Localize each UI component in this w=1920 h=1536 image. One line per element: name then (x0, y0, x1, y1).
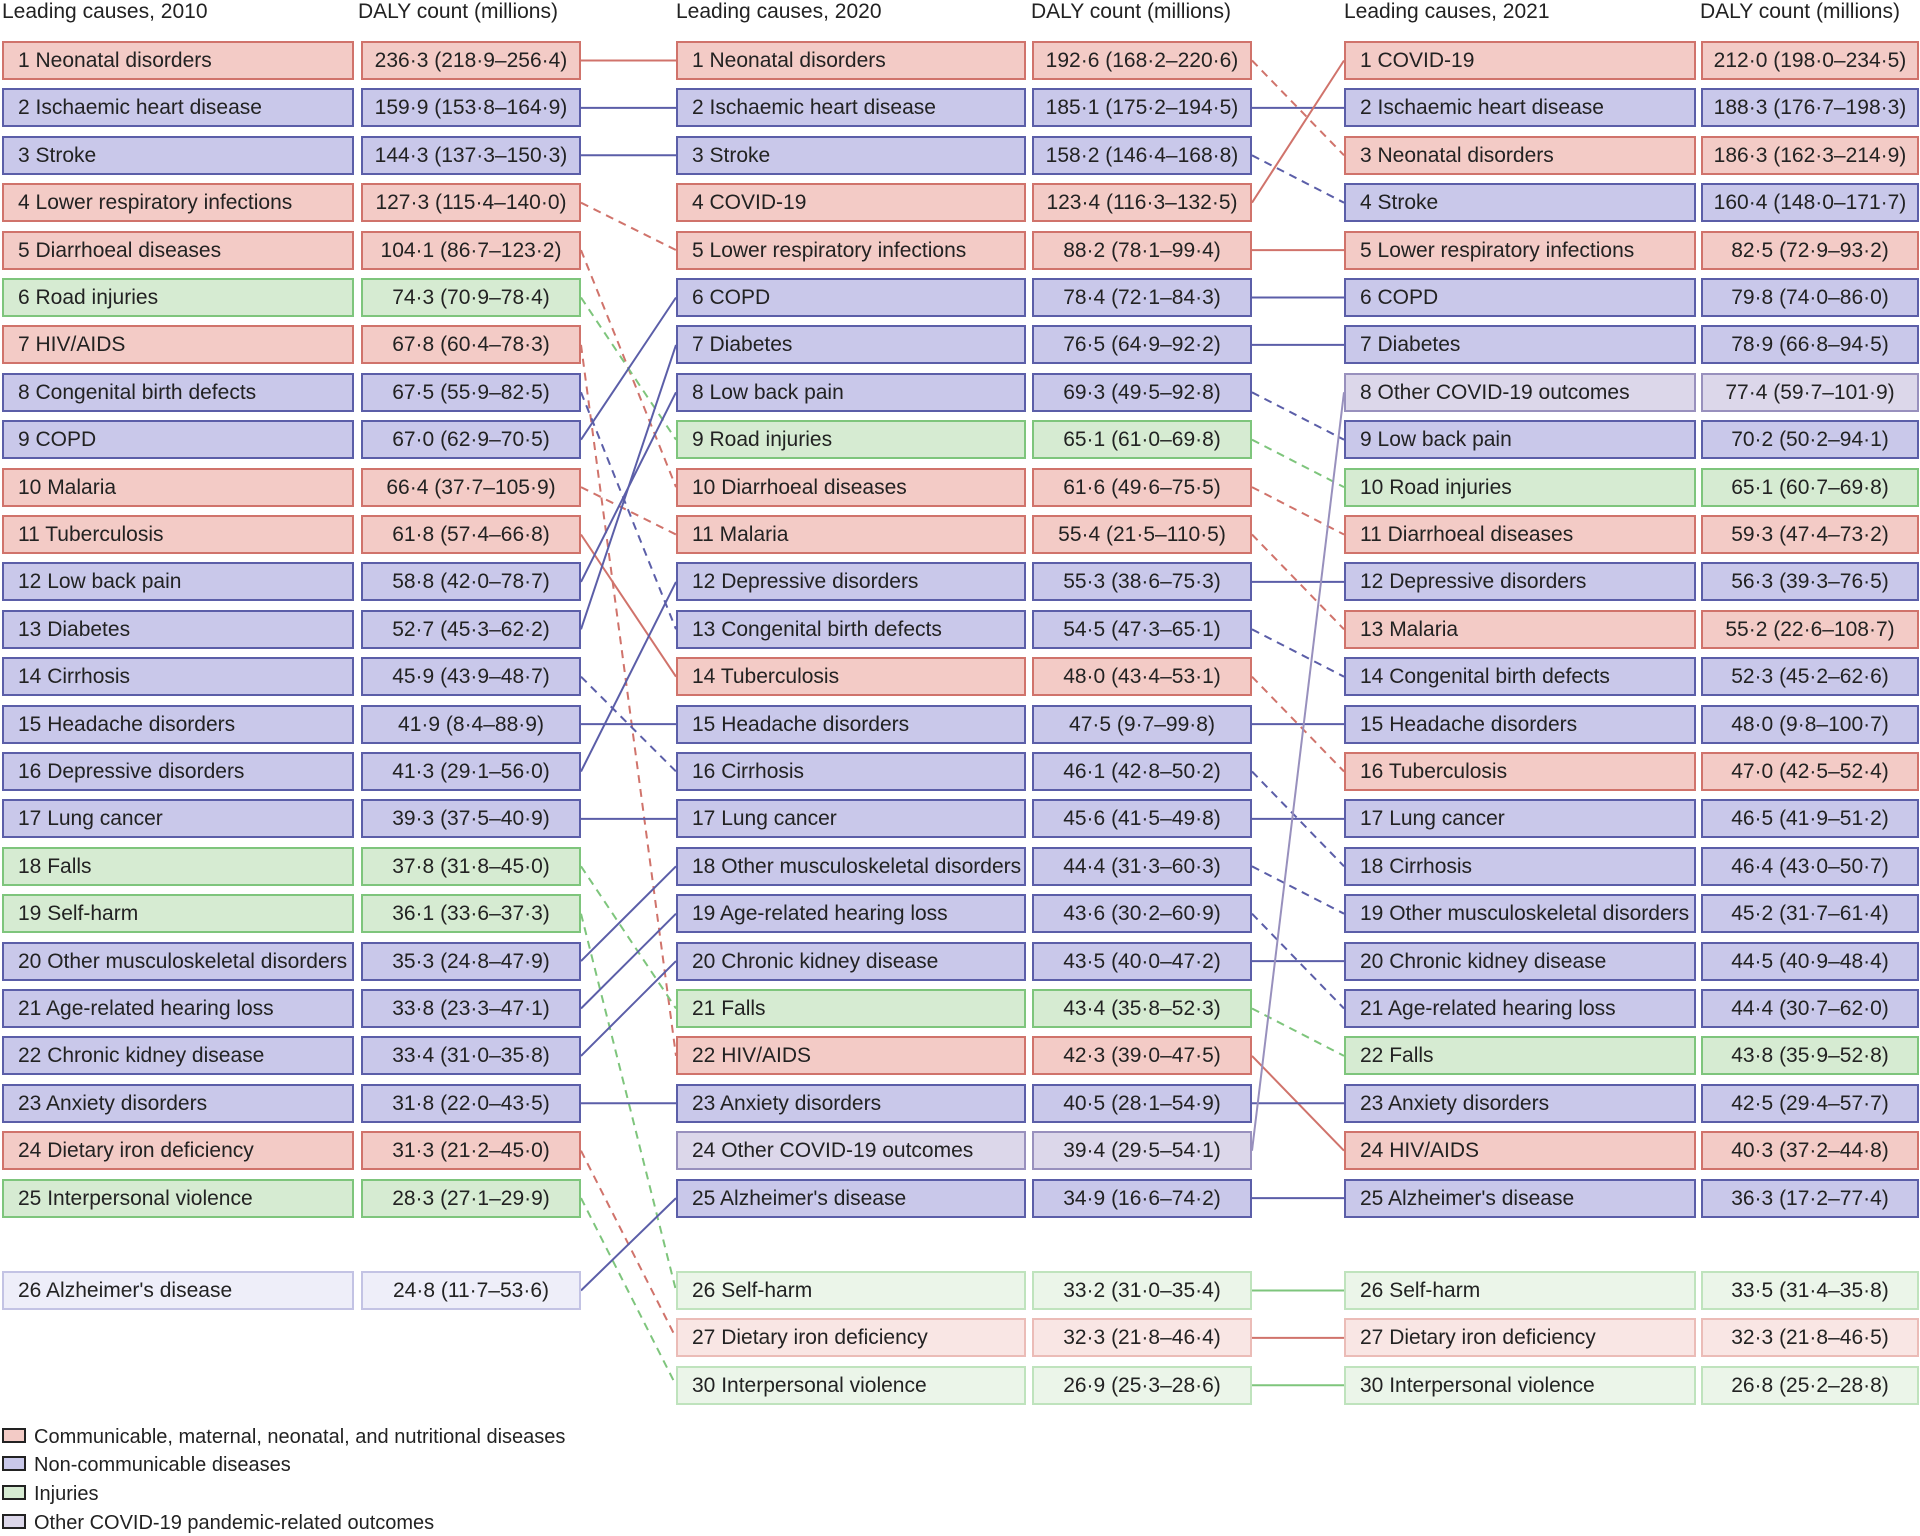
daly-value-2020-rank-21: 43·4 (35·8–52·3) (1032, 989, 1252, 1028)
cause-label-2010-rank-11: 11 Tuberculosis (2, 515, 354, 554)
daly-value-2010-rank-19: 36·1 (33·6–37·3) (361, 894, 581, 933)
cause-label-2021-rank-12: 12 Depressive disorders (1344, 562, 1696, 601)
daly-value-2020-rank-16: 46·1 (42·8–50·2) (1032, 752, 1252, 791)
daly-value-2021-rank-12: 56·3 (39·3–76·5) (1701, 562, 1919, 601)
cause-label-2020-rank-27: 27 Dietary iron deficiency (676, 1318, 1026, 1357)
link-2010-2020-22-to-20 (581, 961, 676, 1056)
daly-value-2020-rank-6: 78·4 (72·1–84·3) (1032, 278, 1252, 317)
daly-value-2020-rank-25: 34·9 (16·6–74·2) (1032, 1179, 1252, 1218)
cause-label-2021-rank-14: 14 Congenital birth defects (1344, 657, 1696, 696)
cause-label-2021-rank-17: 17 Lung cancer (1344, 799, 1696, 838)
cause-label-2021-rank-16: 16 Tuberculosis (1344, 752, 1696, 791)
cause-label-2010-rank-17: 17 Lung cancer (2, 799, 354, 838)
link-2010-2020-13-to-7 (581, 345, 676, 629)
daly-value-2021-rank-17: 46·5 (41·9–51·2) (1701, 799, 1919, 838)
daly-value-2020-rank-18: 44·4 (31·3–60·3) (1032, 847, 1252, 886)
cause-label-2020-rank-2: 2 Ischaemic heart disease (676, 88, 1026, 127)
daly-value-2020-rank-7: 76·5 (64·9–92·2) (1032, 325, 1252, 364)
daly-value-2010-rank-17: 39·3 (37·5–40·9) (361, 799, 581, 838)
daly-value-2010-rank-7: 67·8 (60·4–78·3) (361, 325, 581, 364)
link-2010-2020-4-to-5 (581, 203, 676, 250)
daly-value-2010-rank-10: 66·4 (37·7–105·9) (361, 468, 581, 507)
link-2020-2021-24-to-8 (1252, 392, 1344, 1150)
daly-value-2021-rank-26: 33·5 (31·4–35·8) (1701, 1271, 1919, 1310)
cause-label-2021-rank-10: 10 Road injuries (1344, 468, 1696, 507)
daly-value-2021-rank-15: 48·0 (9·8–100·7) (1701, 705, 1919, 744)
cause-label-2021-rank-13: 13 Malaria (1344, 610, 1696, 649)
legend-swatch-injuries (2, 1485, 26, 1500)
daly-value-2021-rank-22: 43·8 (35·9–52·8) (1701, 1036, 1919, 1075)
cause-label-2020-rank-6: 6 COPD (676, 278, 1026, 317)
cause-label-2010-rank-6: 6 Road injuries (2, 278, 354, 317)
cause-label-2010-rank-8: 8 Congenital birth defects (2, 373, 354, 412)
header-2021-causes: Leading causes, 2021 (1344, 0, 1550, 23)
cause-label-2010-rank-1: 1 Neonatal disorders (2, 41, 354, 80)
daly-value-2020-rank-26: 33·2 (31·0–35·4) (1032, 1271, 1252, 1310)
cause-label-2020-rank-15: 15 Headache disorders (676, 705, 1026, 744)
link-2010-2020-19-to-26 (581, 914, 676, 1291)
cause-label-2021-rank-8: 8 Other COVID-19 outcomes (1344, 373, 1696, 412)
daly-value-2020-rank-9: 65·1 (61·0–69·8) (1032, 420, 1252, 459)
cause-label-2020-rank-30: 30 Interpersonal violence (676, 1366, 1026, 1405)
daly-value-2010-rank-23: 31·8 (22·0–43·5) (361, 1084, 581, 1123)
cause-label-2010-rank-2: 2 Ischaemic heart disease (2, 88, 354, 127)
daly-value-2010-rank-2: 159·9 (153·8–164·9) (361, 88, 581, 127)
daly-value-2010-rank-24: 31·3 (21·2–45·0) (361, 1131, 581, 1170)
cause-label-2020-rank-4: 4 COVID-19 (676, 183, 1026, 222)
cause-label-2021-rank-4: 4 Stroke (1344, 183, 1696, 222)
daly-value-2021-rank-11: 59·3 (47·4–73·2) (1701, 515, 1919, 554)
legend-swatch-communicable (2, 1428, 26, 1443)
daly-value-2010-rank-26: 24·8 (11·7–53·6) (361, 1271, 581, 1310)
daly-value-2010-rank-15: 41·9 (8·4–88·9) (361, 705, 581, 744)
cause-label-2020-rank-1: 1 Neonatal disorders (676, 41, 1026, 80)
cause-label-2021-rank-11: 11 Diarrhoeal diseases (1344, 515, 1696, 554)
link-2010-2020-21-to-19 (581, 914, 676, 1009)
cause-label-2021-rank-6: 6 COPD (1344, 278, 1696, 317)
cause-label-2021-rank-7: 7 Diabetes (1344, 325, 1696, 364)
cause-label-2010-rank-14: 14 Cirrhosis (2, 657, 354, 696)
daly-value-2021-rank-25: 36·3 (17·2–77·4) (1701, 1179, 1919, 1218)
cause-label-2020-rank-23: 23 Anxiety disorders (676, 1084, 1026, 1123)
cause-label-2021-rank-15: 15 Headache disorders (1344, 705, 1696, 744)
daly-value-2020-rank-17: 45·6 (41·5–49·8) (1032, 799, 1252, 838)
cause-label-2020-rank-11: 11 Malaria (676, 515, 1026, 554)
cause-label-2020-rank-25: 25 Alzheimer's disease (676, 1179, 1026, 1218)
daly-value-2021-rank-24: 40·3 (37·2–44·8) (1701, 1131, 1919, 1170)
daly-value-2021-rank-4: 160·4 (148·0–171·7) (1701, 183, 1919, 222)
daly-value-2010-rank-4: 127·3 (115·4–140·0) (361, 183, 581, 222)
cause-label-2020-rank-22: 22 HIV/AIDS (676, 1036, 1026, 1075)
daly-value-2010-rank-22: 33·4 (31·0–35·8) (361, 1036, 581, 1075)
link-2010-2020-26-to-25 (581, 1198, 676, 1290)
link-2010-2020-16-to-12 (581, 582, 676, 772)
cause-label-2020-rank-19: 19 Age-related hearing loss (676, 894, 1026, 933)
cause-label-2021-rank-23: 23 Anxiety disorders (1344, 1084, 1696, 1123)
cause-label-2010-rank-10: 10 Malaria (2, 468, 354, 507)
cause-label-2010-rank-18: 18 Falls (2, 847, 354, 886)
daly-value-2010-rank-9: 67·0 (62·9–70·5) (361, 420, 581, 459)
cause-label-2020-rank-7: 7 Diabetes (676, 325, 1026, 364)
cause-label-2020-rank-24: 24 Other COVID-19 outcomes (676, 1131, 1026, 1170)
daly-value-2021-rank-7: 78·9 (66·8–94·5) (1701, 325, 1919, 364)
cause-label-2021-rank-26: 26 Self-harm (1344, 1271, 1696, 1310)
legend-label-covid-outcomes: Other COVID-19 pandemic-related outcomes (34, 1512, 435, 1534)
legend-swatch-covid-outcomes (2, 1514, 26, 1529)
cause-label-2020-rank-20: 20 Chronic kidney disease (676, 942, 1026, 981)
daly-value-2010-rank-25: 28·3 (27·1–29·9) (361, 1179, 581, 1218)
header-2010-values: DALY count (millions) (358, 0, 558, 23)
daly-value-2020-rank-13: 54·5 (47·3–65·1) (1032, 610, 1252, 649)
cause-label-2010-rank-23: 23 Anxiety disorders (2, 1084, 354, 1123)
cause-label-2010-rank-3: 3 Stroke (2, 136, 354, 175)
cause-label-2010-rank-13: 13 Diabetes (2, 610, 354, 649)
daly-value-2010-rank-18: 37·8 (31·8–45·0) (361, 847, 581, 886)
daly-value-2010-rank-3: 144·3 (137·3–150·3) (361, 136, 581, 175)
daly-value-2021-rank-5: 82·5 (72·9–93·2) (1701, 231, 1919, 270)
cause-label-2010-rank-4: 4 Lower respiratory infections (2, 183, 354, 222)
cause-label-2010-rank-9: 9 COPD (2, 420, 354, 459)
link-2010-2020-18-to-21 (581, 866, 676, 1008)
cause-label-2010-rank-22: 22 Chronic kidney disease (2, 1036, 354, 1075)
cause-label-2010-rank-7: 7 HIV/AIDS (2, 325, 354, 364)
cause-label-2010-rank-26: 26 Alzheimer's disease (2, 1271, 354, 1310)
daly-value-2021-rank-20: 44·5 (40·9–48·4) (1701, 942, 1919, 981)
daly-value-2020-rank-1: 192·6 (168·2–220·6) (1032, 41, 1252, 80)
link-2020-2021-18-to-19 (1252, 866, 1344, 913)
cause-label-2020-rank-9: 9 Road injuries (676, 420, 1026, 459)
cause-label-2021-rank-21: 21 Age-related hearing loss (1344, 989, 1696, 1028)
daly-value-2020-rank-8: 69·3 (49·5–92·8) (1032, 373, 1252, 412)
daly-value-2021-rank-2: 188·3 (176·7–198·3) (1701, 88, 1919, 127)
daly-value-2020-rank-11: 55·4 (21·5–110·5) (1032, 515, 1252, 554)
link-2020-2021-3-to-4 (1252, 155, 1344, 202)
cause-label-2020-rank-16: 16 Cirrhosis (676, 752, 1026, 791)
daly-value-2010-rank-5: 104·1 (86·7–123·2) (361, 231, 581, 270)
daly-value-2020-rank-14: 48·0 (43·4–53·1) (1032, 657, 1252, 696)
daly-value-2020-rank-2: 185·1 (175·2–194·5) (1032, 88, 1252, 127)
daly-value-2010-rank-14: 45·9 (43·9–48·7) (361, 657, 581, 696)
daly-value-2021-rank-21: 44·4 (30·7–62·0) (1701, 989, 1919, 1028)
daly-value-2010-rank-1: 236·3 (218·9–256·4) (361, 41, 581, 80)
cause-label-2010-rank-16: 16 Depressive disorders (2, 752, 354, 791)
daly-value-2021-rank-14: 52·3 (45·2–62·6) (1701, 657, 1919, 696)
daly-value-2020-rank-23: 40·5 (28·1–54·9) (1032, 1084, 1252, 1123)
cause-label-2021-rank-22: 22 Falls (1344, 1036, 1696, 1075)
cause-label-2020-rank-26: 26 Self-harm (676, 1271, 1026, 1310)
daly-value-2020-rank-27: 32·3 (21·8–46·4) (1032, 1318, 1252, 1357)
daly-value-2020-rank-4: 123·4 (116·3–132·5) (1032, 183, 1252, 222)
cause-label-2020-rank-12: 12 Depressive disorders (676, 562, 1026, 601)
daly-value-2021-rank-19: 45·2 (31·7–61·4) (1701, 894, 1919, 933)
daly-value-2021-rank-9: 70·2 (50·2–94·1) (1701, 420, 1919, 459)
header-2010-causes: Leading causes, 2010 (2, 0, 208, 23)
cause-label-2021-rank-25: 25 Alzheimer's disease (1344, 1179, 1696, 1218)
cause-label-2020-rank-14: 14 Tuberculosis (676, 657, 1026, 696)
cause-label-2021-rank-27: 27 Dietary iron deficiency (1344, 1318, 1696, 1357)
daly-value-2010-rank-13: 52·7 (45·3–62·2) (361, 610, 581, 649)
daly-value-2021-rank-1: 212·0 (198·0–234·5) (1701, 41, 1919, 80)
daly-value-2020-rank-3: 158·2 (146·4–168·8) (1032, 136, 1252, 175)
header-2020-values: DALY count (millions) (1031, 0, 1231, 23)
link-2010-2020-11-to-14 (581, 535, 676, 677)
header-2020-causes: Leading causes, 2020 (676, 0, 882, 23)
daly-value-2021-rank-27: 32·3 (21·8–46·5) (1701, 1318, 1919, 1357)
legend-label-non-communicable: Non-communicable diseases (34, 1454, 291, 1476)
cause-label-2020-rank-10: 10 Diarrhoeal diseases (676, 468, 1026, 507)
cause-label-2020-rank-21: 21 Falls (676, 989, 1026, 1028)
daly-value-2021-rank-10: 65·1 (60·7–69·8) (1701, 468, 1919, 507)
cause-label-2021-rank-1: 1 COVID-19 (1344, 41, 1696, 80)
daly-value-2010-rank-8: 67·5 (55·9–82·5) (361, 373, 581, 412)
cause-label-2021-rank-18: 18 Cirrhosis (1344, 847, 1696, 886)
cause-label-2021-rank-20: 20 Chronic kidney disease (1344, 942, 1696, 981)
daly-value-2021-rank-16: 47·0 (42·5–52·4) (1701, 752, 1919, 791)
link-2020-2021-13-to-14 (1252, 629, 1344, 676)
daly-value-2020-rank-24: 39·4 (29·5–54·1) (1032, 1131, 1252, 1170)
daly-value-2020-rank-22: 42·3 (39·0–47·5) (1032, 1036, 1252, 1075)
daly-value-2010-rank-16: 41·3 (29·1–56·0) (361, 752, 581, 791)
daly-value-2021-rank-23: 42·5 (29·4–57·7) (1701, 1084, 1919, 1123)
daly-value-2020-rank-12: 55·3 (38·6–75·3) (1032, 562, 1252, 601)
daly-value-2020-rank-30: 26·9 (25·3–28·6) (1032, 1366, 1252, 1405)
link-2010-2020-25-to-30 (581, 1198, 676, 1385)
cause-label-2010-rank-5: 5 Diarrhoeal diseases (2, 231, 354, 270)
cause-label-2021-rank-5: 5 Lower respiratory infections (1344, 231, 1696, 270)
daly-value-2021-rank-30: 26·8 (25·2–28·8) (1701, 1366, 1919, 1405)
cause-label-2010-rank-24: 24 Dietary iron deficiency (2, 1131, 354, 1170)
daly-value-2021-rank-18: 46·4 (43·0–50·7) (1701, 847, 1919, 886)
cause-label-2020-rank-3: 3 Stroke (676, 136, 1026, 175)
link-2020-2021-9-to-10 (1252, 440, 1344, 487)
daly-value-2010-rank-21: 33·8 (23·3–47·1) (361, 989, 581, 1028)
cause-label-2021-rank-19: 19 Other musculoskeletal disorders (1344, 894, 1696, 933)
legend-label-communicable: Communicable, maternal, neonatal, and nutritional diseases (34, 1426, 566, 1448)
cause-label-2010-rank-12: 12 Low back pain (2, 562, 354, 601)
cause-label-2021-rank-24: 24 HIV/AIDS (1344, 1131, 1696, 1170)
cause-label-2020-rank-13: 13 Congenital birth defects (676, 610, 1026, 649)
link-2020-2021-8-to-9 (1252, 392, 1344, 439)
daly-value-2020-rank-20: 43·5 (40·0–47·2) (1032, 942, 1252, 981)
daly-value-2020-rank-15: 47·5 (9·7–99·8) (1032, 705, 1252, 744)
cause-label-2021-rank-2: 2 Ischaemic heart disease (1344, 88, 1696, 127)
daly-value-2021-rank-13: 55·2 (22·6–108·7) (1701, 610, 1919, 649)
header-2021-values: DALY count (millions) (1700, 0, 1900, 23)
cause-label-2021-rank-30: 30 Interpersonal violence (1344, 1366, 1696, 1405)
cause-label-2021-rank-3: 3 Neonatal disorders (1344, 136, 1696, 175)
cause-label-2020-rank-5: 5 Lower respiratory infections (676, 231, 1026, 270)
daly-value-2021-rank-3: 186·3 (162·3–214·9) (1701, 136, 1919, 175)
link-2020-2021-4-to-1 (1252, 61, 1344, 203)
cause-label-2020-rank-8: 8 Low back pain (676, 373, 1026, 412)
cause-label-2020-rank-18: 18 Other musculoskeletal disorders (676, 847, 1026, 886)
cause-label-2010-rank-21: 21 Age-related hearing loss (2, 989, 354, 1028)
daly-value-2010-rank-20: 35·3 (24·8–47·9) (361, 942, 581, 981)
cause-label-2010-rank-20: 20 Other musculoskeletal disorders (2, 942, 354, 981)
cause-label-2020-rank-17: 17 Lung cancer (676, 799, 1026, 838)
daly-value-2021-rank-8: 77·4 (59·7–101·9) (1701, 373, 1919, 412)
cause-label-2010-rank-25: 25 Interpersonal violence (2, 1179, 354, 1218)
daly-value-2010-rank-6: 74·3 (70·9–78·4) (361, 278, 581, 317)
cause-label-2010-rank-15: 15 Headache disorders (2, 705, 354, 744)
cause-label-2010-rank-19: 19 Self-harm (2, 894, 354, 933)
link-2010-2020-8-to-13 (581, 392, 676, 629)
daly-value-2010-rank-12: 58·8 (42·0–78·7) (361, 562, 581, 601)
legend-label-injuries: Injuries (34, 1483, 99, 1505)
daly-value-2020-rank-5: 88·2 (78·1–99·4) (1032, 231, 1252, 270)
cause-label-2021-rank-9: 9 Low back pain (1344, 420, 1696, 459)
daly-value-2020-rank-10: 61·6 (49·6–75·5) (1032, 468, 1252, 507)
daly-value-2021-rank-6: 79·8 (74·0–86·0) (1701, 278, 1919, 317)
legend-swatch-non-communicable (2, 1456, 26, 1471)
daly-value-2010-rank-11: 61·8 (57·4–66·8) (361, 515, 581, 554)
daly-value-2020-rank-19: 43·6 (30·2–60·9) (1032, 894, 1252, 933)
